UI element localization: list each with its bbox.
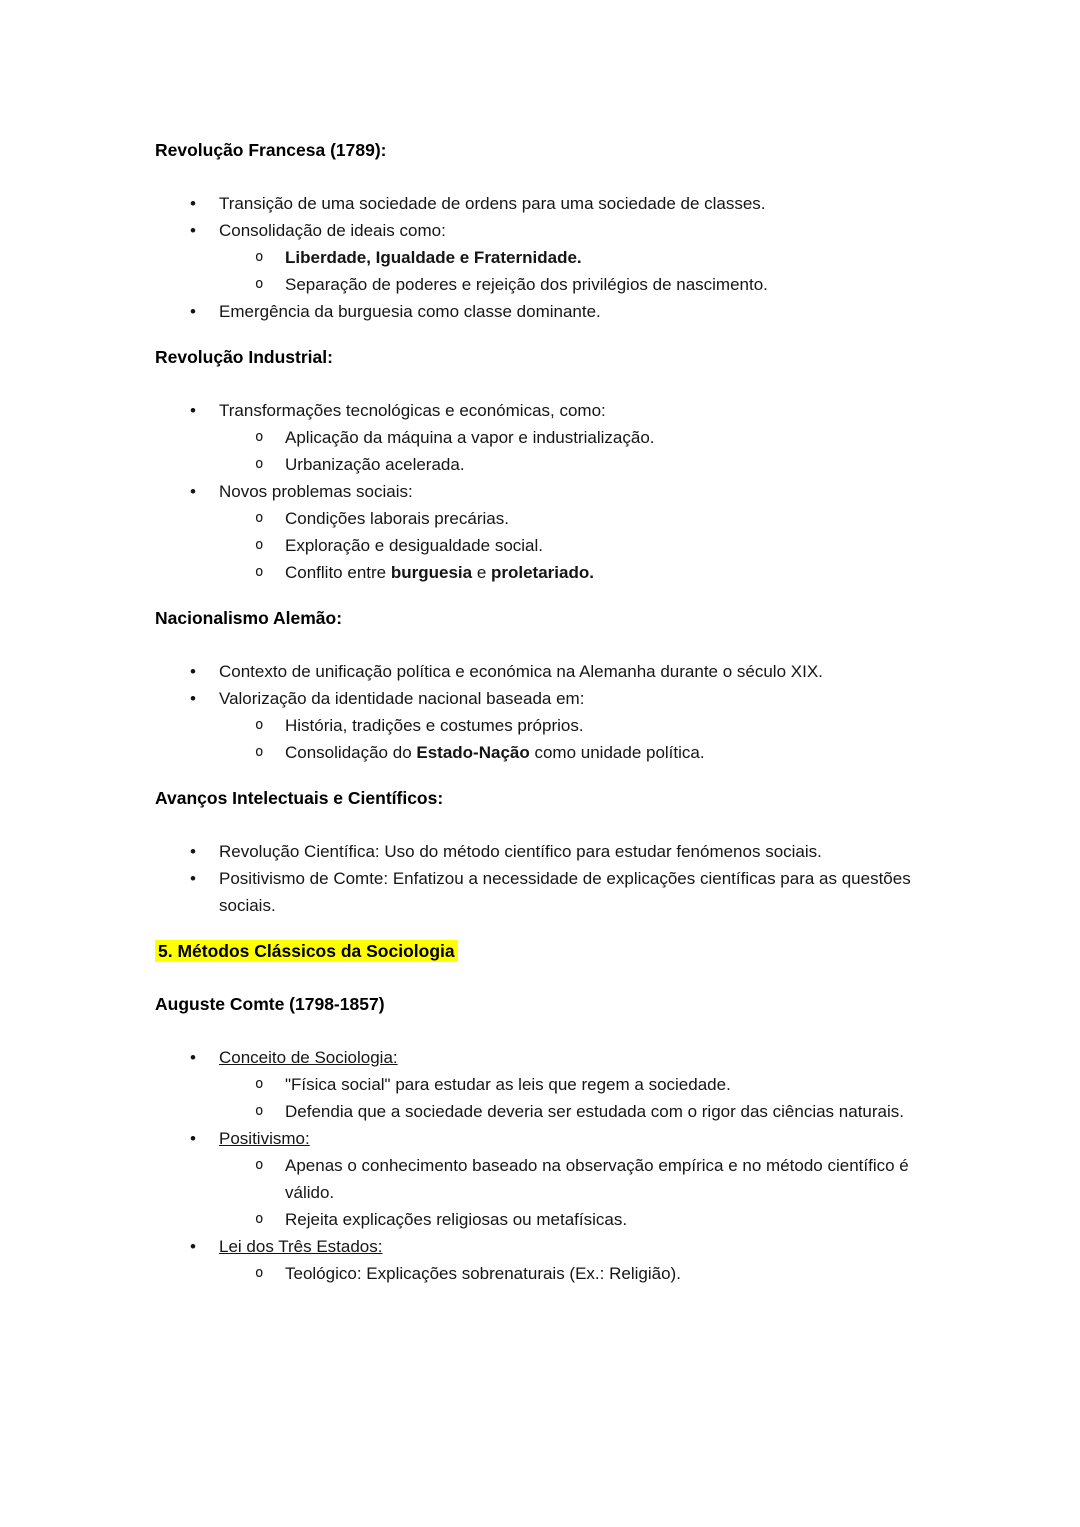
list-item-text: Positivismo de Comte: Enfatizou a necessidade de explicações científicas para as questões sociais. bbox=[219, 869, 911, 915]
list-item-text: Consolidação de ideais como: bbox=[219, 221, 446, 240]
list-item-text: Condições laborais precárias. bbox=[285, 509, 509, 528]
bullet-list bbox=[155, 397, 928, 586]
section-heading: Revolução Industrial: bbox=[155, 347, 333, 367]
list-item bbox=[155, 271, 928, 298]
bullet-list bbox=[155, 838, 928, 919]
list-item bbox=[155, 838, 928, 865]
bullet-disc-icon: • bbox=[190, 401, 196, 420]
section-heading: Nacionalismo Alemão: bbox=[155, 608, 343, 628]
list-item-text: Transição de uma sociedade de ordens para uma sociedade de classes. bbox=[219, 194, 766, 213]
section-heading: Auguste Comte (1798-1857) bbox=[155, 994, 385, 1014]
bullet-list bbox=[155, 1044, 928, 1287]
bullet-circle-icon: o bbox=[255, 510, 264, 526]
list-item bbox=[155, 559, 928, 586]
list-item-text: "Física social" para estudar as leis que regem a sociedade. bbox=[285, 1075, 731, 1094]
bullet-circle-icon: o bbox=[255, 1076, 264, 1092]
list-item bbox=[155, 397, 928, 424]
bullet-circle-icon: o bbox=[255, 429, 264, 445]
list-item-text: Valorização da identidade nacional baseada em: bbox=[219, 689, 585, 708]
list-item-text: Defendia que a sociedade deveria ser estudada com o rigor das ciências naturais. bbox=[285, 1102, 904, 1121]
bullet-circle-icon: o bbox=[255, 456, 264, 472]
list-item-text: Contexto de unificação política e económica na Alemanha durante o século XIX. bbox=[219, 662, 823, 681]
list-item-text: Liberdade, Igualdade e Fraternidade. bbox=[285, 248, 582, 267]
list-item bbox=[155, 1260, 928, 1287]
list-item bbox=[155, 685, 928, 712]
list-item-text: Apenas o conhecimento baseado na observação empírica e no método científico é válido. bbox=[285, 1156, 909, 1202]
bullet-circle-icon: o bbox=[255, 717, 264, 733]
list-item bbox=[155, 1125, 928, 1152]
list-item bbox=[155, 865, 928, 919]
list-item bbox=[155, 298, 928, 325]
bullet-circle-icon: o bbox=[255, 1103, 264, 1119]
list-item bbox=[155, 451, 928, 478]
bullet-disc-icon: • bbox=[190, 1129, 196, 1148]
list-item-text: Aplicação da máquina a vapor e industrialização. bbox=[285, 428, 655, 447]
list-item bbox=[155, 190, 928, 217]
list-item-text: Lei dos Três Estados: bbox=[219, 1237, 383, 1256]
list-item-text: Separação de poderes e rejeição dos privilégios de nascimento. bbox=[285, 275, 768, 294]
bullet-disc-icon: • bbox=[190, 1048, 196, 1067]
list-item bbox=[155, 1233, 928, 1260]
list-item-text: Novos problemas sociais: bbox=[219, 482, 413, 501]
list-item-text: Conflito entre burguesia e proletariado. bbox=[285, 563, 594, 582]
bullet-disc-icon: • bbox=[190, 302, 196, 321]
list-item-text: Transformações tecnológicas e económicas, como: bbox=[219, 401, 606, 420]
bullet-disc-icon: • bbox=[190, 662, 196, 681]
list-item-text: História, tradições e costumes próprios. bbox=[285, 716, 584, 735]
bullet-circle-icon: o bbox=[255, 1211, 264, 1227]
bullet-list bbox=[155, 658, 928, 766]
list-item-text: Revolução Científica: Uso do método científico para estudar fenómenos sociais. bbox=[219, 842, 822, 861]
bullet-disc-icon: • bbox=[190, 194, 196, 213]
bullet-circle-icon: o bbox=[255, 744, 264, 760]
list-item bbox=[155, 505, 928, 532]
list-item-text: Positivismo: bbox=[219, 1129, 310, 1148]
section-heading-highlighted: 5. Métodos Clássicos da Sociologia bbox=[155, 938, 928, 965]
list-item-text: Urbanização acelerada. bbox=[285, 455, 465, 474]
list-item bbox=[155, 739, 928, 766]
list-item bbox=[155, 1044, 928, 1071]
bullet-disc-icon: • bbox=[190, 842, 196, 861]
list-item bbox=[155, 712, 928, 739]
bullet-circle-icon: o bbox=[255, 537, 264, 553]
bullet-disc-icon: • bbox=[190, 869, 196, 888]
list-item-text: Conceito de Sociologia: bbox=[219, 1048, 398, 1067]
list-item bbox=[155, 424, 928, 451]
list-item-text: Rejeita explicações religiosas ou metafísicas. bbox=[285, 1210, 628, 1229]
list-item bbox=[155, 532, 928, 559]
bullet-circle-icon: o bbox=[255, 1265, 264, 1281]
list-item bbox=[155, 217, 928, 244]
list-item bbox=[155, 1098, 928, 1125]
section-heading: Revolução Francesa (1789): bbox=[155, 140, 387, 160]
bullet-disc-icon: • bbox=[190, 689, 196, 708]
bullet-list bbox=[155, 190, 928, 325]
list-item bbox=[155, 1206, 928, 1233]
bullet-disc-icon: • bbox=[190, 221, 196, 240]
list-item-text: Consolidação do Estado-Nação como unidade política. bbox=[285, 743, 705, 762]
bullet-circle-icon: o bbox=[255, 1157, 264, 1173]
bullet-disc-icon: • bbox=[190, 482, 196, 501]
list-item-text: Teológico: Explicações sobrenaturais (Ex.: Religião). bbox=[285, 1264, 681, 1283]
section-heading: Avanços Intelectuais e Científicos: bbox=[155, 788, 444, 808]
list-item-text: Exploração e desigualdade social. bbox=[285, 536, 544, 555]
list-item-text: Emergência da burguesia como classe dominante. bbox=[219, 302, 601, 321]
list-item bbox=[155, 244, 928, 271]
bullet-circle-icon: o bbox=[255, 249, 264, 265]
list-item bbox=[155, 1071, 928, 1098]
bullet-disc-icon: • bbox=[190, 1237, 196, 1256]
list-item bbox=[155, 658, 928, 685]
bullet-circle-icon: o bbox=[255, 276, 264, 292]
list-item bbox=[155, 478, 928, 505]
list-item bbox=[155, 1152, 928, 1206]
bullet-circle-icon: o bbox=[255, 564, 264, 580]
